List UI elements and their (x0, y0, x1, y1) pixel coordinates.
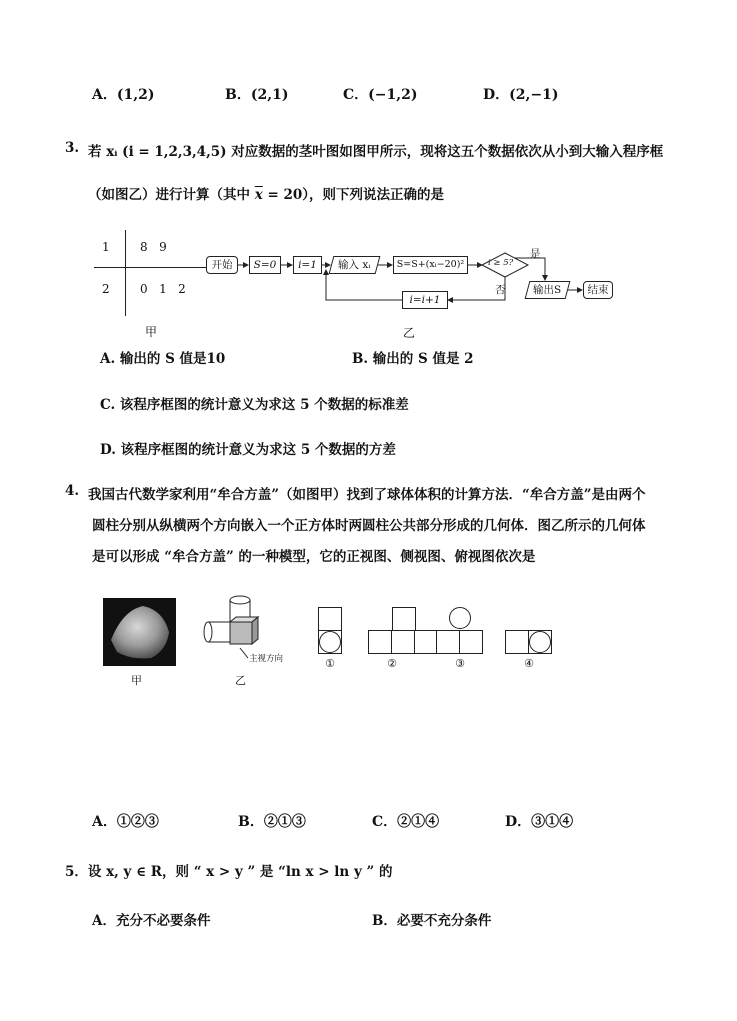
q2-option-c: C．(−1,2) (343, 87, 418, 103)
q4-option-a: A．①②③ (92, 814, 159, 830)
fc-s0: S=0 (249, 256, 281, 274)
fc-update: S=S+(xᵢ−20)² (393, 256, 468, 274)
view-3-left-square (436, 630, 460, 654)
fc-i1: i=1 (293, 256, 322, 274)
fc-yes: 是 (530, 248, 541, 260)
flowchart-caption: 乙 (403, 326, 416, 340)
mouhe-fanggai-photo (103, 598, 176, 666)
q3-stem-line1: 若 xᵢ (i = 1,2,3,4,5) 对应数据的茎叶图如图甲所示，现将这五个数据依次从小到大输入程序框 (88, 144, 664, 160)
view-3 (436, 607, 484, 655)
q2-option-d: D．(2,−1) (483, 87, 559, 103)
leaves-row2: 0 1 2 (140, 282, 186, 296)
view-2-center-square (391, 630, 415, 654)
q4-number: 4. (65, 483, 80, 499)
q2-option-a: A．(1,2) (92, 87, 155, 103)
q5-stem: 5．设 x, y ∈ R，则 “ x > y ” 是 “ln x > ln y ” 的 (65, 864, 393, 880)
q3-option-c: C. 该程序框图的统计意义为求这 5 个数据的标准差 (100, 397, 409, 413)
fc-end: 结束 (583, 281, 613, 299)
q3-option-a: A. 输出的 S 值是10 (100, 351, 226, 367)
fc-input (329, 256, 381, 274)
view-3-circle (449, 607, 471, 629)
q4-option-c: C．②①④ (372, 814, 440, 830)
q4-option-b: B．②①③ (238, 814, 306, 830)
q3-number: 3. (65, 140, 80, 156)
q4-option-d: D．③①④ (505, 814, 574, 830)
q4-stem-line3: 是可以形成 “牟合方盖” 的一种模型，它的正视图、侧视图、俯视图依次是 (92, 549, 536, 565)
mouhe-fanggai-shape (103, 598, 176, 666)
fc-output (525, 281, 571, 299)
view-1 (318, 607, 342, 655)
view-2-left-square (368, 630, 392, 654)
fc-output-label: 输出S (533, 284, 562, 296)
view-4-circle (529, 631, 551, 653)
fc-no: 否 (495, 284, 506, 296)
leaves-row1: 8 9 (140, 240, 167, 254)
q3-stem-line2-post: = 20），则下列说法正确的是 (262, 187, 445, 203)
q3-option-d: D. 该程序框图的统计意义为求这 5 个数据的方差 (100, 442, 396, 458)
q3-stem-line2-pre: （如图乙）进行计算（其中 (88, 187, 255, 203)
view-1-top-square (318, 607, 342, 631)
view-1-circle (319, 631, 341, 653)
view-2-right-square (414, 630, 438, 654)
q3-option-b: B. 输出的 S 值是 2 (352, 351, 474, 367)
view-2-label: ② (387, 657, 397, 670)
view-1-label: ① (325, 657, 335, 670)
view-3-label: ③ (455, 657, 465, 670)
fc-input-label: 输入 xᵢ (338, 259, 371, 271)
caption-jia: 甲 (131, 674, 142, 687)
stem-row1: 1 (102, 240, 110, 254)
q4-stem-line2: 圆柱分别从纵横两个方向嵌入一个正方体时两圆柱公共部分形成的几何体．图乙所示的几何体 (92, 518, 646, 534)
fc-start: 开始 (206, 256, 238, 274)
fc-increment: i=i+1 (402, 291, 448, 309)
view-3-right-square (459, 630, 483, 654)
q4-stem-line1: 我国古代数学家利用“牟合方盖”（如图甲）找到了球体体积的计算方法．“牟合方盖”是由两个 (88, 487, 646, 503)
q5-option-a: A．充分不必要条件 (92, 913, 211, 929)
caption-yi: 乙 (235, 674, 246, 687)
view-2-top-square (392, 607, 416, 631)
stem-leaf-caption: 甲 (145, 325, 158, 339)
q5-option-b: B．必要不充分条件 (372, 913, 492, 929)
stem-row2: 2 (102, 282, 110, 296)
fc-cond: i ≥ 5? (488, 258, 514, 268)
view-4-label: ④ (524, 657, 534, 670)
q3-xbar: $\overline{x}$ (254, 187, 263, 203)
view-direction-label: 主视方向 (249, 654, 284, 664)
view-4 (505, 630, 553, 654)
view-4-left-square (505, 630, 529, 654)
view-2 (368, 607, 440, 655)
q2-option-b: B．(2,1) (225, 87, 289, 103)
